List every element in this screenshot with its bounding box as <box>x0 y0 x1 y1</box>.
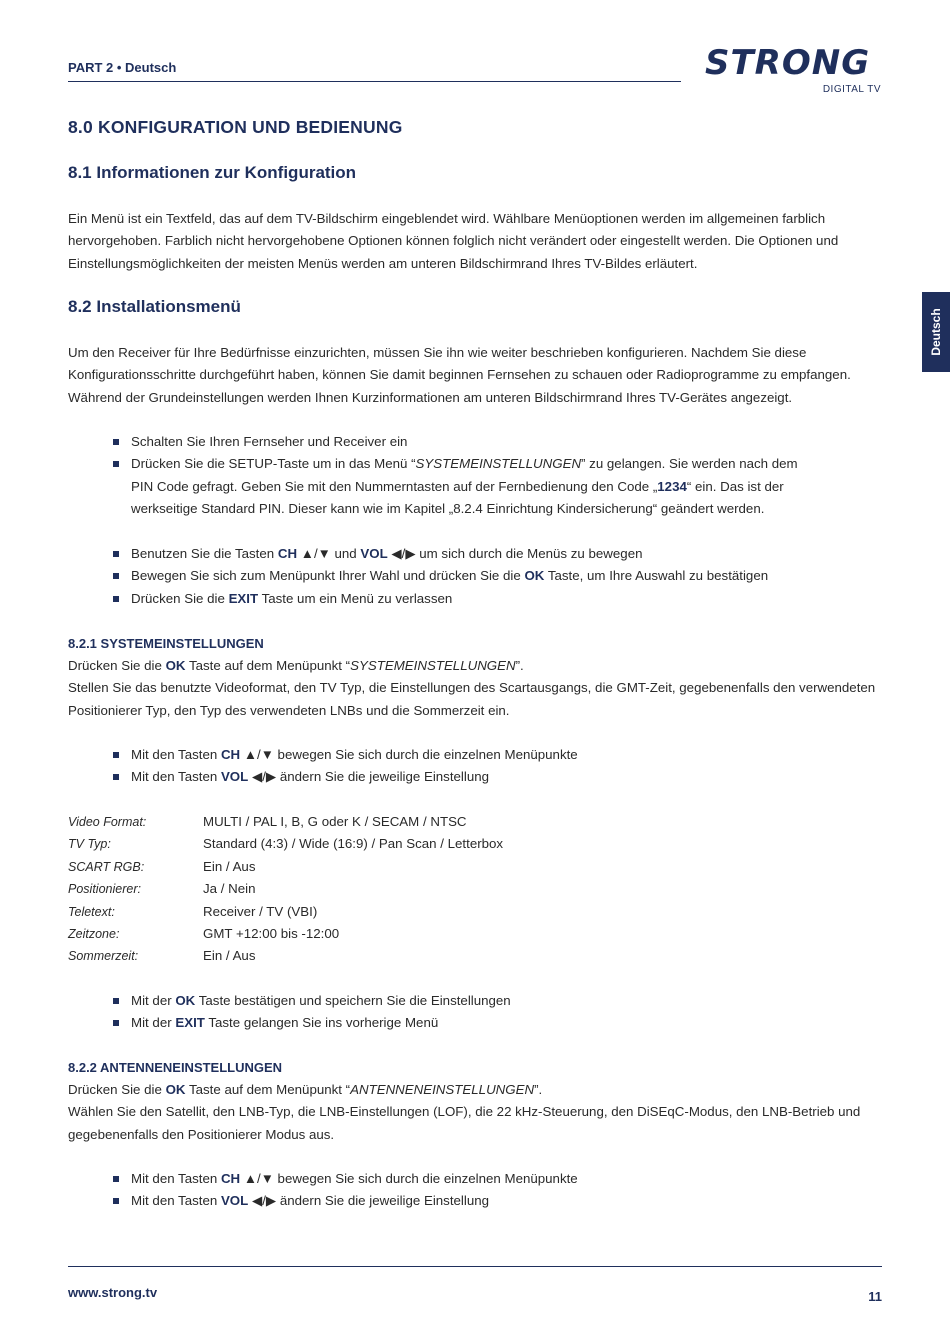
key-ok: OK <box>524 568 545 584</box>
paragraph-line: Um den Receiver für Ihre Bedürfnisse einzurichten, müssen Sie ihn wie weiter beschrieben konfigurieren. Nachdem Sie diese <box>68 345 807 360</box>
side-tab-label: Deutsch <box>929 308 943 356</box>
list-item <box>113 1012 873 1034</box>
list-item <box>113 744 873 766</box>
paragraph-line: Konfigurationsschritte durchgeführt haben, können Sie damit beginnen Fernsehen zu schauen oder Radioprogramme zu empfangen. <box>68 367 851 383</box>
antenna-nav-list <box>113 1168 873 1213</box>
language-side-tab <box>922 292 950 372</box>
list-item-line <box>131 453 873 475</box>
setting-label: Positionierer: <box>68 882 141 897</box>
setting-value: Ja / Nein <box>203 881 256 897</box>
key-vol: VOL <box>220 1193 249 1209</box>
text-fragment: Drücken Sie die <box>68 658 166 673</box>
text-fragment: ◀/▶ ändern Sie die jeweilige Einstellung <box>248 1193 490 1209</box>
key-vol: VOL <box>360 546 388 561</box>
text-fragment: ▲/▼ und <box>297 546 361 561</box>
section-8-2-1-title: 8.2.1 SYSTEMEINSTELLUNGEN <box>68 636 264 651</box>
section-8-2-title: 8.2 Installationsmenü <box>68 297 241 316</box>
list-item <box>113 1190 873 1212</box>
navigation-keys-list <box>113 543 873 610</box>
text-fragment: Mit den Tasten <box>131 1193 221 1209</box>
page-number: 11 <box>868 1289 882 1304</box>
list-item <box>113 588 873 610</box>
key-ok: OK <box>165 658 186 673</box>
pin-code: 1234 <box>657 478 687 494</box>
text-fragment: ▲/▼ bewegen Sie sich durch die einzelnen Menüpunkte <box>240 1171 578 1186</box>
list-item-line <box>131 476 873 498</box>
system-nav-list <box>113 744 873 789</box>
list-item-line: werkseitige Standard PIN. Dieser kann wie im Kapitel „8.2.4 Einrichtung Kindersicherung“ geändert werden. <box>131 501 765 517</box>
setting-label: Video Format: <box>68 815 147 829</box>
list-item <box>113 1168 873 1190</box>
menu-name: ANTENNENEINSTELLUNGEN <box>350 1082 535 1097</box>
section-8-2-1-paragraph <box>68 655 883 722</box>
text-fragment: ”. <box>534 1082 543 1097</box>
paragraph-line: gegebenenfalls den Positionierer Modus aus. <box>68 1126 335 1142</box>
paragraph-line: hervorgehoben. Farblich nicht hervorgehobene Optionen können folglich nicht verändert oder eingestellt werden. Die Optionen und <box>68 233 839 249</box>
logo-subtitle: DIGITAL TV <box>822 84 881 95</box>
key-ch: CH <box>220 1171 241 1186</box>
paragraph-line: Einstellungsmöglichkeiten der meisten Menüs werden am unteren Bildschirmrand Ihres TV-Bildes erläutert. <box>68 255 698 271</box>
text-fragment: Taste, um Ihre Auswahl zu bestätigen <box>544 568 769 584</box>
key-ch: CH <box>220 747 241 762</box>
text-fragment: Taste gelangen Sie ins vorherige Menü <box>204 1015 439 1031</box>
strong-logo <box>700 40 885 100</box>
text-fragment: Taste auf dem Menüpunkt “ <box>185 1082 351 1097</box>
text-fragment: Drücken Sie die <box>68 1082 166 1097</box>
text-fragment: Bewegen Sie sich zum Menüpunkt Ihrer Wahl und drücken Sie die <box>131 568 525 584</box>
confirm-keys-list <box>113 990 873 1035</box>
text-fragment: Mit der <box>131 993 176 1008</box>
text-fragment: Drücken Sie die <box>131 590 229 606</box>
text-fragment: ◀/▶ um sich durch die Menüs zu bewegen <box>387 546 643 561</box>
setting-value: Ein / Aus <box>203 948 256 964</box>
key-vol: VOL <box>220 769 249 785</box>
text-fragment: ” zu gelangen. Sie werden nach dem <box>581 456 798 472</box>
setting-value: Ein / Aus <box>203 858 256 874</box>
paragraph-line: Positionierer Typ, den Typ des verwendeten LNBs und die Sommerzeit ein. <box>68 702 510 718</box>
setting-label: Teletext: <box>68 904 115 919</box>
paragraph-line: Wählen Sie den Satellit, den LNB-Typ, die LNB-Einstellungen (LOF), die 22 kHz-Steuerung, den DiSEqC-Modus, den LNB-Betrieb und <box>68 1104 861 1120</box>
footer-website-link[interactable]: www.strong.tv <box>68 1285 158 1300</box>
text-fragment: ”. <box>515 658 524 673</box>
list-item <box>113 543 873 565</box>
text-fragment: Mit der <box>131 1015 176 1031</box>
key-ok: OK <box>165 1082 186 1097</box>
list-item <box>113 431 873 453</box>
key-ok: OK <box>175 993 196 1008</box>
text-fragment: Drücken Sie die SETUP-Taste um in das Menü “ <box>131 456 416 472</box>
setting-value: GMT +12:00 bis -12:00 <box>203 925 340 941</box>
header-divider <box>68 81 681 82</box>
text-fragment: Mit den Tasten <box>131 1171 221 1186</box>
text-fragment: PIN Code gefragt. Geben Sie mit den Nummerntasten auf der Fernbedienung den Code „ <box>131 478 658 494</box>
list-item <box>113 565 873 587</box>
list-item <box>113 766 873 788</box>
text-fragment: Mit den Tasten <box>131 747 221 762</box>
section-8-0-title: 8.0 KONFIGURATION UND BEDIENUNG <box>68 117 403 137</box>
section-8-1-paragraph <box>68 208 883 275</box>
setting-label: Zeitzone: <box>68 926 120 941</box>
key-ch: CH <box>277 546 298 561</box>
setup-steps-list <box>113 431 873 521</box>
text-fragment: ◀/▶ ändern Sie die jeweilige Einstellung <box>248 769 490 785</box>
list-item <box>113 990 873 1012</box>
text-fragment: Benutzen Sie die Tasten <box>131 546 278 561</box>
text-fragment: Taste bestätigen und speichern Sie die Einstellungen <box>195 993 511 1008</box>
text-fragment: “ ein. Das ist der <box>686 478 784 494</box>
key-exit: EXIT <box>175 1015 205 1031</box>
text-fragment: Mit den Tasten <box>131 769 221 785</box>
paragraph-line: Während der Grundeinstellungen werden Ihnen Kurzinformationen am unteren Bildschirmrand Ihres TV-Gerätes angezeigt. <box>68 389 793 405</box>
menu-name: SYSTEMEINSTELLUNGEN <box>350 658 516 673</box>
header-part-label: PART 2 • Deutsch <box>68 60 177 75</box>
section-8-2-2-paragraph <box>68 1079 883 1146</box>
setting-value: Receiver / TV (VBI) <box>203 903 318 919</box>
key-exit: EXIT <box>228 590 259 606</box>
setting-value: MULTI / PAL I, B, G oder K / SECAM / NTSC <box>203 814 467 829</box>
setting-value: Standard (4:3) / Wide (16:9) / Pan Scan / Letterbox <box>203 836 504 852</box>
text-fragment: Taste auf dem Menüpunkt “ <box>185 658 351 673</box>
setting-label: TV Typ: <box>68 837 111 852</box>
footer-divider <box>68 1266 882 1267</box>
setting-label: Sommerzeit: <box>68 949 139 964</box>
logo-wordmark: STRONG <box>705 43 871 83</box>
list-item-text: Schalten Sie Ihren Fernseher und Receiver ein <box>131 434 408 449</box>
setting-label: SCART RGB: <box>68 859 145 874</box>
text-fragment: ▲/▼ bewegen Sie sich durch die einzelnen Menüpunkte <box>240 747 578 762</box>
list-item <box>113 453 873 520</box>
paragraph-line <box>68 1079 883 1101</box>
paragraph-line: Ein Menü ist ein Textfeld, das auf dem TV-Bildschirm eingeblendet wird. Wählbare Menüoptionen werden im allgemeinen farblich <box>68 211 826 226</box>
text-fragment: Taste um ein Menü zu verlassen <box>258 590 453 606</box>
paragraph-line <box>68 655 883 677</box>
section-8-2-2-title: 8.2.2 ANTENNENEINSTELLUNGEN <box>68 1060 283 1075</box>
section-8-2-paragraph <box>68 342 883 409</box>
menu-name: SYSTEMEINSTELLUNGEN <box>415 456 582 472</box>
paragraph-line: Stellen Sie das benutzte Videoformat, den TV Typ, die Einstellungen des Scartausgangs, die GMT-Zeit, gegebenenfalls den verwendeten <box>68 680 876 696</box>
section-8-1-title: 8.1 Informationen zur Konfiguration <box>68 163 357 182</box>
